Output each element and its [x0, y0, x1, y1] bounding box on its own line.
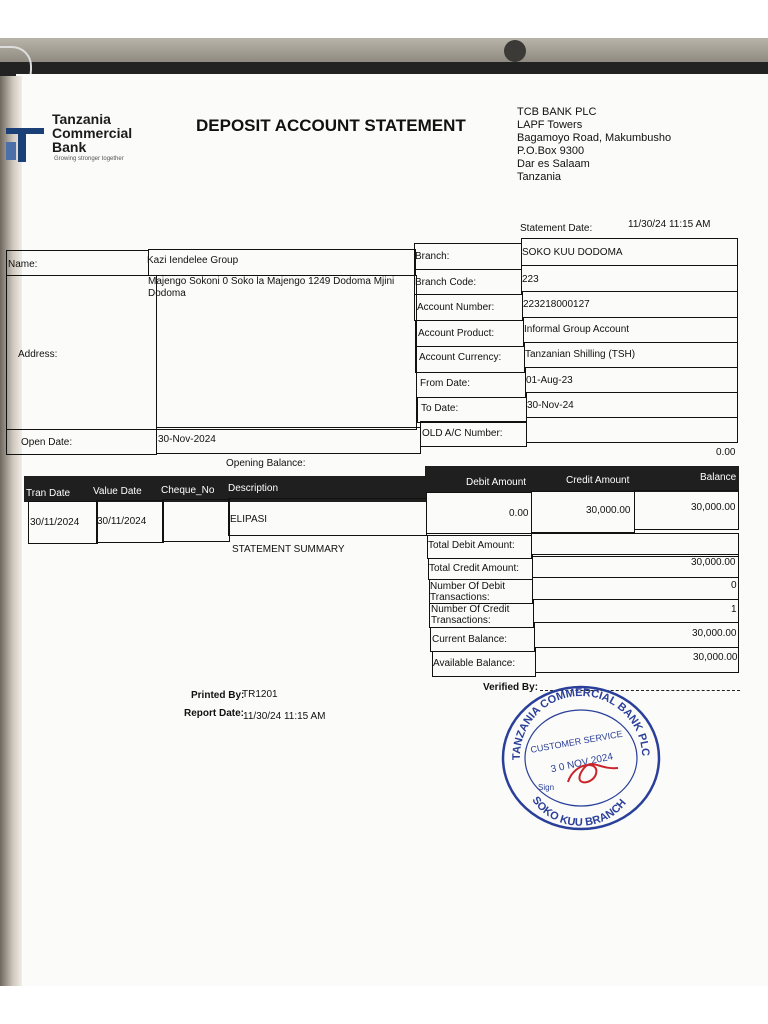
statement-date-value: 11/30/24 11:15 AM — [628, 219, 711, 230]
opening-balance-label: Opening Balance: — [226, 458, 306, 469]
board-frame-top — [0, 38, 768, 64]
branch-code-value: 223 — [522, 274, 539, 285]
name-label: Name: — [8, 259, 38, 270]
stamp-service-text: CUSTOMER SERVICE — [529, 728, 624, 755]
table-row-balance: 30,000.00 — [691, 502, 736, 513]
summary-cell — [533, 599, 739, 623]
bank-logo — [4, 112, 154, 168]
account-product-label: Account Product: — [418, 328, 495, 339]
header-debit: Debit Amount — [466, 477, 527, 488]
from-date-value: 01-Aug-23 — [526, 375, 573, 386]
branch-value: SOKO KUU DODOMA — [522, 247, 623, 258]
bank-address-line: P.O.Box 9300 — [517, 145, 585, 157]
account-product-value: Informal Group Account — [524, 324, 630, 335]
printed-by-label: Printed By: — [191, 690, 245, 701]
bank-address-line: Dar es Salaam — [517, 158, 590, 170]
header-cheque-no: Cheque_No — [161, 485, 215, 496]
stamp-date-text: 3 0 NOV 2024 — [549, 751, 615, 776]
bank-stamp — [500, 682, 662, 832]
address-value-cell — [156, 275, 417, 430]
address-label: Address: — [18, 349, 58, 360]
stamp-outer-text: TANZANIA COMMERCIAL BANK PLC — [510, 686, 652, 761]
total-credit-label: Total Credit Amount: — [429, 563, 520, 574]
bank-address-line: Tanzania — [517, 171, 562, 183]
summary-title: STATEMENT SUMMARY — [232, 544, 345, 555]
board-left-edge — [0, 76, 22, 986]
opening-balance-value: 0.00 — [716, 447, 736, 458]
report-date-value: 11/30/24 11:15 AM — [243, 711, 326, 722]
open-date-label: Open Date: — [21, 437, 73, 448]
header-value-date: Value Date — [93, 486, 142, 497]
account-number-label: Account Number: — [417, 302, 495, 313]
address-line-1: Majengo Sokoni 0 Soko la Majengo 1249 Dodoma Mjini — [148, 276, 395, 287]
old-ac-label: OLD A/C Number: — [422, 428, 503, 439]
printed-by-value: TR1201 — [242, 689, 278, 700]
total-debit-label: Total Debit Amount: — [428, 540, 515, 551]
header-balance: Balance — [700, 472, 737, 483]
stamp-sign-label: Sign — [538, 783, 555, 792]
tcb-logo-icon — [4, 114, 46, 162]
to-date-label: To Date: — [421, 403, 459, 414]
header-credit: Credit Amount — [566, 475, 630, 486]
branch-label: Branch: — [415, 251, 450, 262]
available-balance-label: Available Balance: — [433, 658, 516, 669]
account-number-value: 223218000127 — [523, 299, 590, 310]
address-line-2: Dodoma — [148, 288, 186, 299]
branch-code-value-cell — [521, 265, 738, 292]
current-balance-label: Current Balance: — [432, 634, 508, 645]
statement-date-label: Statement Date: — [520, 223, 593, 234]
table-row-tran-date: 30/11/2024 — [30, 517, 80, 528]
available-balance-value: 30,000.00 — [693, 652, 738, 663]
mount-bolt — [504, 40, 526, 62]
stamp-branch-text: SOKO KUU BRANCH — [529, 794, 629, 829]
table-row-description: ELIPASI — [230, 514, 268, 525]
to-date-value: 30-Nov-24 — [527, 400, 574, 411]
num-credit-label: Number Of Credit Transactions: — [431, 604, 510, 626]
from-date-label: From Date: — [420, 378, 471, 389]
bank-tagline: Growing stronger together — [54, 156, 124, 162]
summary-cell — [532, 577, 739, 600]
account-currency-label: Account Currency: — [419, 352, 502, 363]
account-currency-value: Tanzanian Shilling (TSH) — [525, 349, 636, 360]
old-ac-value-cell — [526, 417, 738, 443]
bank-logo-name: Tanzania Commercial Bank — [52, 111, 133, 155]
branch-code-label: Branch Code: — [415, 277, 477, 288]
open-date-value: 30-Nov-2024 — [158, 434, 216, 445]
bank-address-line: Bagamoyo Road, Makumbusho — [517, 132, 672, 144]
row-cell-cheque — [162, 499, 230, 542]
table-row-credit: 30,000.00 — [586, 505, 631, 516]
total-credit-value: 30,000.00 — [691, 557, 736, 568]
current-balance-value: 30,000.00 — [692, 628, 737, 639]
table-row-value-date: 30/11/2024 — [97, 516, 147, 527]
num-debit-label: Number Of Debit Transactions: — [430, 581, 506, 603]
bank-address-line: LAPF Towers — [517, 119, 583, 131]
document-title: DEPOSIT ACCOUNT STATEMENT — [196, 116, 466, 135]
bank-address — [517, 106, 671, 184]
header-tran-date: Tran Date — [26, 488, 71, 499]
num-debit-value: 0 — [731, 580, 737, 591]
num-credit-value: 1 — [731, 604, 737, 615]
verified-by-label: Verified By: — [483, 682, 539, 693]
header-description: Description — [228, 483, 279, 494]
account-name: Kazi Iendelee Group — [147, 255, 239, 266]
report-date-label: Report Date: — [184, 708, 245, 719]
bottom-margin — [0, 986, 768, 1024]
table-row-debit: 0.00 — [509, 508, 529, 519]
bank-address-line: TCB BANK PLC — [517, 106, 597, 118]
